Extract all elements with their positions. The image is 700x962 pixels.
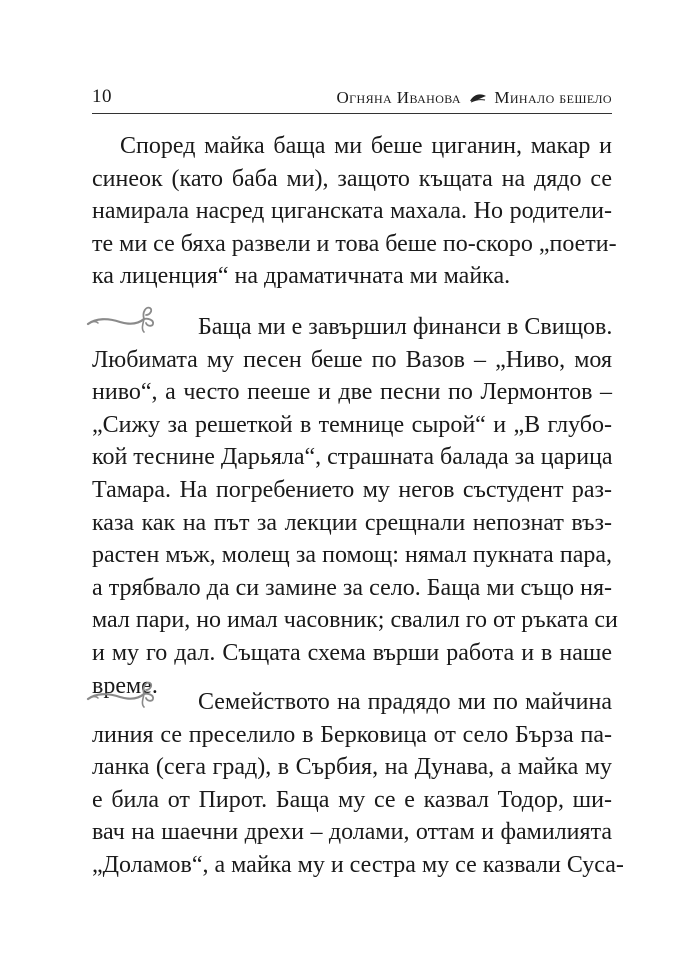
text-line: „Сижу за решеткой в темнице сырой“ и „В глубо- (92, 411, 612, 438)
text-line: ланка (сега град), в Сърбия, на Дунава, а майка му (92, 754, 612, 781)
text-line: е била от Пирот. Баща му се е казвал Тодор, ши- (92, 786, 612, 813)
text-line: намирала насред циганската махала. Но родители- (92, 198, 612, 225)
text-line: синеок (като баба ми), защото къщата на дядо се (92, 165, 612, 192)
text-line: ниво“, а често пееше и две песни по Лермонтов – (92, 379, 612, 406)
leaf-ornament-icon (469, 92, 487, 104)
text-line: линия се преселило в Берковица от село Бърза па- (92, 721, 612, 748)
header-rule (92, 113, 612, 114)
book-title: Минало бешело (494, 88, 612, 107)
text-line: Семейството на прадядо ми по майчина (198, 689, 612, 715)
text-line: ка лиценция“ на драматичната ми майка. (92, 263, 511, 290)
text-line: каза как на път за лекции срещнали непознат въз- (92, 509, 612, 536)
text-line: Бащa ми е завършил финанси в Свищов. (198, 314, 613, 340)
text-line: а трябвало да си замине за село. Баща ми също ня- (92, 574, 612, 601)
paragraph-1 (92, 130, 617, 293)
text-line: растен мъж, молещ за помощ: нямал пукната пара, (92, 542, 612, 569)
text-line: Според майка баща ми беше циганин, макар и (120, 133, 612, 159)
text-line: „Доламов“, а майка му и сестра му се казвали Суса- (92, 851, 624, 878)
text-line: и му го дал. Същата схема върши работа и в наше (92, 639, 612, 666)
author-name: Огняна Иванова (336, 88, 462, 107)
page-number: 10 (92, 86, 112, 107)
text-line: те ми се бяха развели и това беше по-скоро „поети- (92, 230, 617, 257)
text-line: Любимата му песен беше по Вазов – „Ниво, моя (92, 346, 612, 373)
running-header (92, 84, 612, 110)
paragraph-3 (92, 686, 624, 882)
text-line: време. (92, 672, 158, 699)
text-line: кой теснине Дарьяла“, страшната балада за царица (92, 444, 613, 471)
running-head-title (337, 88, 613, 108)
text-line: вач на шаечни дрехи – долами, оттам и фамилията (92, 819, 612, 846)
paragraph-2 (92, 311, 618, 702)
text-line: мал пари, но имал часовник; свалил го от ръката си (92, 607, 618, 634)
text-line: Тамара. На погребението му негов състудент раз- (92, 476, 612, 503)
